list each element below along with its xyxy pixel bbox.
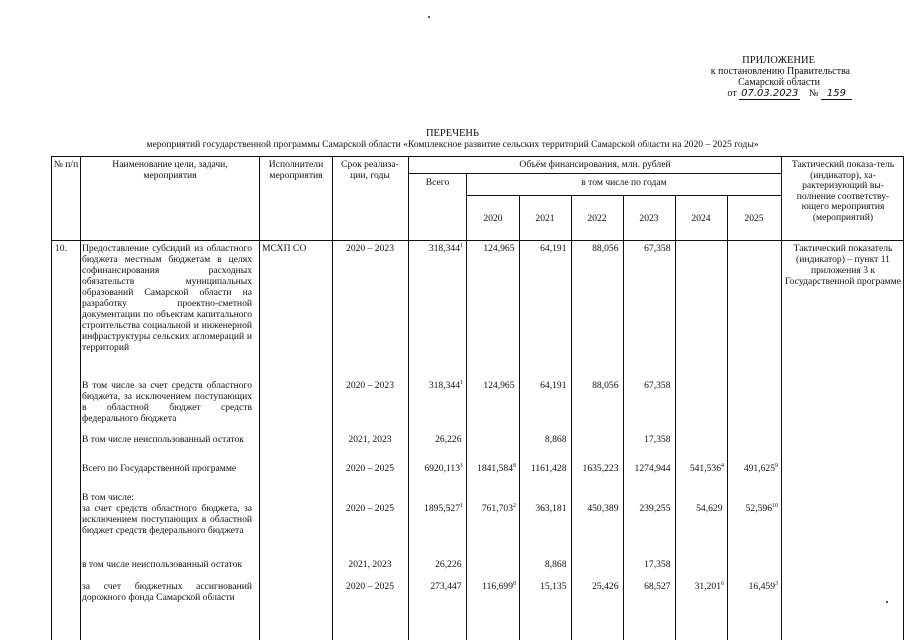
row-year-value — [467, 503, 516, 514]
footnote-ref: 9 — [775, 463, 778, 469]
scan-speck — [886, 601, 888, 603]
cell-value: 17,358 — [644, 559, 671, 570]
cell-value: 363,181 — [535, 503, 567, 514]
cell-value: 31,201 — [694, 581, 721, 592]
row-period: 2020 – 2025 — [346, 463, 394, 474]
cell-value: 67,358 — [644, 380, 671, 391]
row-name-prefix: В том числе: — [82, 492, 134, 503]
row-year-value — [519, 434, 568, 445]
col-header-year: 2025 — [744, 213, 764, 224]
cell-value: 124,965 — [483, 243, 515, 254]
appendix-header — [640, 55, 870, 99]
col-header-period: Срок реализа-ции, годы — [341, 159, 399, 181]
row-year-value — [571, 503, 620, 514]
year-column-divider — [623, 195, 624, 640]
row-indicator: Тактический показатель (индикатор) – пункт 11 приложения 3 к Государственной программе — [785, 243, 901, 287]
cell-value: 67,358 — [644, 243, 671, 254]
row-year-value — [727, 559, 778, 570]
col-header-year: 2021 — [535, 213, 555, 224]
cell-value: 541,536 — [689, 463, 721, 474]
row-name: Предоставление субсидий из областного бюджета местным бюджетам в целях софинансирования расходных обязательств муниципальных образований Самарской области на разработку проектно-сметной документации по объектам капитального строительства социальной и инженерной инфраструктуры сельских агломераций и территорий — [82, 243, 252, 353]
col-header-total: Всего — [425, 177, 450, 188]
row-total — [409, 559, 463, 570]
row-executor: МСХП СО — [262, 243, 307, 254]
footnote-ref: 1 — [460, 243, 463, 249]
cell-value: 761,703 — [481, 503, 513, 514]
cell-value: 68,527 — [644, 581, 671, 592]
cell-value: 88,056 — [592, 380, 619, 391]
row-total — [409, 243, 463, 254]
row-year-value — [727, 463, 778, 474]
col-header-year: 2020 — [483, 213, 503, 224]
document-title: ПЕРЕЧЕНЬ — [425, 128, 480, 139]
row-period: 2020 – 2023 — [346, 243, 394, 254]
cell-value: 88,056 — [592, 243, 619, 254]
from-label: от — [727, 88, 737, 99]
cell-value: 26,226 — [435, 559, 462, 570]
cell-value: 1841,584 — [477, 463, 513, 474]
row-year-value — [623, 503, 672, 514]
row-year-value — [623, 581, 672, 592]
row-year-value — [519, 243, 568, 254]
cell-value: 124,965 — [483, 380, 515, 391]
col-header-year: 2023 — [639, 213, 659, 224]
cell-value: 450,389 — [587, 503, 619, 514]
row-name: за счет средств областного бюджета, за исключением поступающих в областной бюджет средств федерального бюджета — [82, 503, 252, 536]
row-year-value — [519, 581, 568, 592]
row-year-value — [571, 581, 620, 592]
row-total — [409, 434, 463, 445]
col-header-by-year: в том числе по годам — [581, 177, 667, 188]
row-year-value — [467, 463, 516, 474]
row-year-value — [571, 559, 620, 570]
year-column-divider — [727, 195, 728, 640]
footnote-ref: 1 — [460, 380, 463, 386]
row-year-value — [675, 503, 724, 514]
row-year-value — [571, 434, 620, 445]
cell-value: 273,447 — [430, 581, 462, 592]
footnote-ref: 6 — [721, 581, 724, 587]
cell-value: 116,699 — [482, 581, 513, 592]
cell-value: 491,625 — [743, 463, 775, 474]
row-year-value — [519, 380, 568, 391]
number-label: № — [808, 88, 819, 99]
cell-value: 15,135 — [540, 581, 567, 592]
appendix-line: к постановлению Правительства — [710, 66, 850, 77]
cell-value: 26,226 — [435, 434, 462, 445]
row-name: Всего по Государственной программе — [82, 463, 237, 474]
footnote-ref: 10 — [772, 503, 778, 509]
row-period: 2021, 2023 — [348, 559, 392, 570]
row-name: за счет бюджетных ассигнований дорожного фонда Самарской области — [82, 581, 252, 603]
year-column-divider — [571, 195, 572, 640]
row-year-value — [571, 380, 620, 391]
cell-value: 8,868 — [544, 434, 567, 445]
row-total — [409, 503, 463, 514]
cell-value: 1274,944 — [634, 463, 671, 474]
cell-value: 318,344 — [428, 243, 460, 254]
row-year-value — [675, 581, 724, 592]
appendix-title: ПРИЛОЖЕНИЕ — [742, 55, 815, 66]
row-year-value — [727, 380, 778, 391]
row-year-value — [623, 243, 672, 254]
row-number: 10. — [55, 243, 67, 254]
scan-speck — [428, 16, 430, 18]
col-header-name: Наименование цели, задачи, мероприятия — [112, 159, 228, 181]
cell-value: 64,191 — [540, 243, 567, 254]
footnote-ref: 3 — [775, 581, 778, 587]
row-total — [409, 581, 463, 592]
row-year-value — [571, 463, 620, 474]
footnote-ref: 8 — [513, 463, 516, 469]
row-year-value — [675, 559, 724, 570]
row-year-value — [467, 380, 516, 391]
row-period: 2020 – 2023 — [346, 380, 394, 391]
row-year-value — [623, 559, 672, 570]
row-period: 2020 – 2025 — [346, 581, 394, 592]
row-year-value — [519, 503, 568, 514]
row-year-value — [467, 581, 516, 592]
col-header-num: № п/п — [53, 159, 79, 170]
document-subtitle: мероприятий государственной программы Самарской области «Комплексное развитие сельских территорий Самарской области на 2020 – 2025 годы» — [146, 139, 759, 150]
row-year-value — [467, 434, 516, 445]
row-year-value — [519, 559, 568, 570]
row-year-value — [519, 463, 568, 474]
cell-value: 17,358 — [644, 434, 671, 445]
row-year-value — [727, 503, 778, 514]
row-year-value — [675, 380, 724, 391]
footnote-ref: 1 — [460, 503, 463, 509]
row-name: В том числе за счет средств областного бюджета, за исключением поступающих в областной бюджет средств федерального бюджета — [82, 380, 252, 424]
row-name: в том числе неиспользованный остаток — [82, 559, 243, 570]
year-column-divider — [675, 195, 676, 640]
footnote-ref: 4 — [721, 463, 724, 469]
cell-value: 16,459 — [748, 581, 775, 592]
row-year-value — [623, 380, 672, 391]
cell-value: 6920,113 — [424, 463, 460, 474]
row-total — [409, 380, 463, 391]
decree-number: 159 — [821, 88, 852, 100]
row-year-value — [727, 581, 778, 592]
row-period: 2021, 2023 — [348, 434, 392, 445]
row-year-value — [623, 463, 672, 474]
row-year-value — [675, 463, 724, 474]
year-column-divider — [519, 195, 520, 640]
cell-value: 52,596 — [745, 503, 772, 514]
col-header-year: 2024 — [691, 213, 711, 224]
row-year-value — [467, 559, 516, 570]
appendix-line: Самарской области — [738, 77, 820, 88]
cell-value: 8,868 — [544, 559, 567, 570]
row-year-value — [727, 434, 778, 445]
row-period: 2020 – 2025 — [346, 503, 394, 514]
row-year-value — [675, 434, 724, 445]
footnote-ref: 8 — [513, 581, 516, 587]
decree-date: 07.03.2023 — [741, 88, 799, 99]
row-year-value — [571, 243, 620, 254]
cell-value: 318,344 — [428, 380, 460, 391]
row-year-value — [727, 243, 778, 254]
cell-value: 64,191 — [540, 380, 567, 391]
row-year-value — [675, 243, 724, 254]
footnote-ref: 2 — [513, 503, 516, 509]
cell-value: 25,426 — [592, 581, 619, 592]
col-header-year: 2022 — [587, 213, 607, 224]
col-header-funding: Объём финансирования, млн. рублей — [519, 159, 671, 170]
cell-value: 1895,527 — [424, 503, 460, 514]
row-name: В том числе неиспользованный остаток — [82, 434, 244, 445]
cell-value: 239,255 — [639, 503, 671, 514]
row-year-value — [467, 243, 516, 254]
cell-value: 54,629 — [696, 503, 723, 514]
col-header-indicator: Тактический показа-тель (индикатор), ха-рактеризующий вы-полнение соответству-ющего мероприятия (мероприятий) — [791, 159, 895, 223]
col-header-executor: Исполнители мероприятия — [268, 159, 324, 181]
cell-value: 1635,223 — [582, 463, 619, 474]
row-year-value — [623, 434, 672, 445]
footnote-ref: 1 — [460, 463, 463, 469]
row-total — [409, 463, 463, 474]
cell-value: 1161,428 — [530, 463, 567, 474]
decree-line — [640, 88, 852, 99]
